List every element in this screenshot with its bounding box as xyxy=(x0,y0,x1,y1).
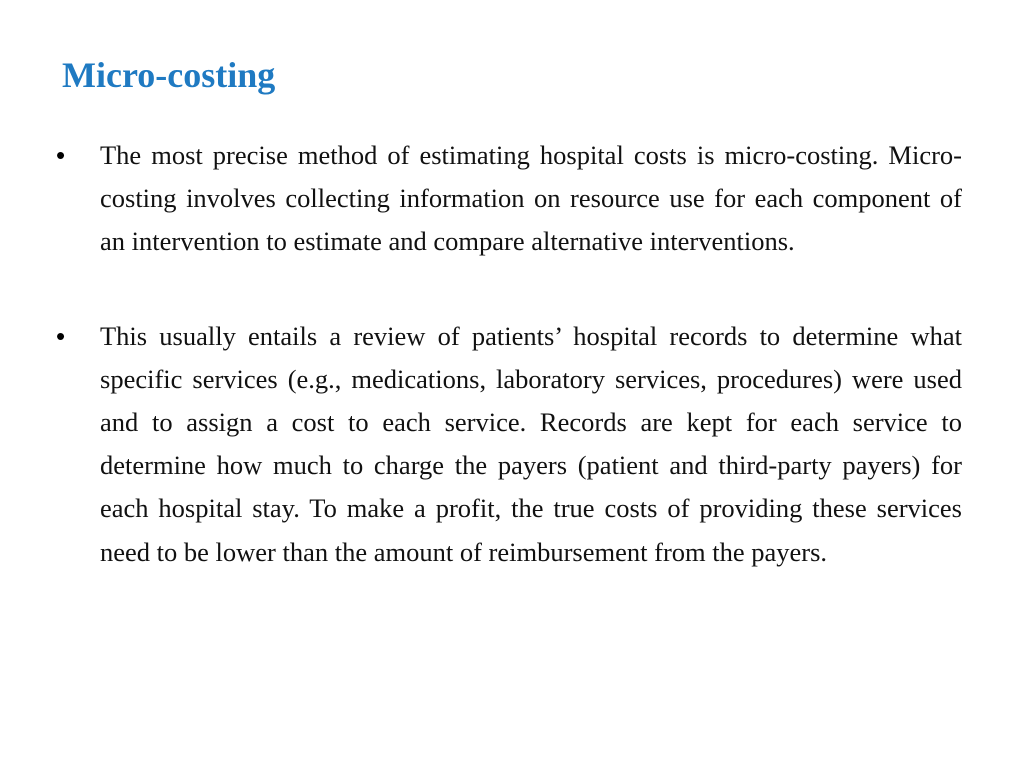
bullet-dot-icon: • xyxy=(56,320,66,351)
bullet-text: This usually entails a review of patients’ hospital records to determine what specific services (e.g., medications, laboratory services, procedures) were used and to assign a cost to each service. Records are kept for each service to determine how much to charge the payers (patient and third-party payers) for each hospital stay. To make a profit, the true costs of providing these services need to be lower than the amount of reimbursement from the payers. xyxy=(100,320,962,567)
slide-title: Micro-costing xyxy=(62,55,276,95)
bullet-list xyxy=(56,134,962,625)
bullet-dot-icon: • xyxy=(56,140,66,170)
bullet-item xyxy=(56,315,962,574)
bullet-item xyxy=(56,134,962,264)
bullet-text: The most precise method of estimating hospital costs is micro-costing. Micro-costing involves collecting information on resource use for each component of an intervention to estimate and compare alternative interventions. xyxy=(100,140,962,257)
